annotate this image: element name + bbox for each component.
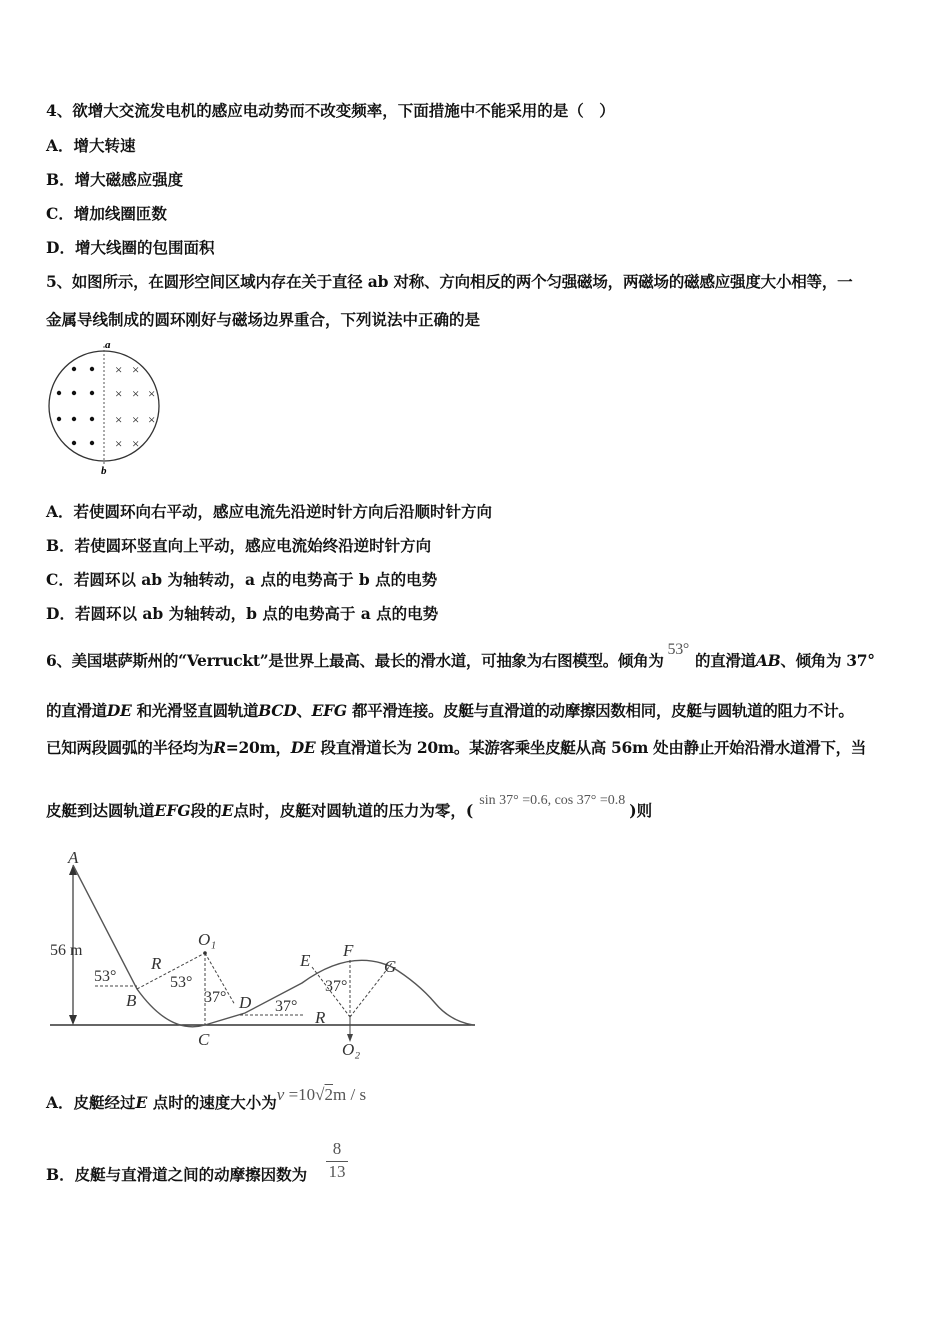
q4-option-a: A．增大转速 <box>46 136 136 155</box>
q6-option-b: B．皮艇与直滑道之间的动摩擦因数为 <box>46 1165 308 1184</box>
q6-line3: 已知两段圆弧的半径均为R=20m，DE 段直滑道长为 20m。某游客乘坐皮艇从高 56m 处由静止开始沿滑水道滑下，当 <box>46 738 866 757</box>
field-out-dots <box>57 367 94 445</box>
svg-text:×: × <box>148 386 156 401</box>
q5-option-c: C．若圆环以 ab 为轴转动，a 点的电势高于 b 点的电势 <box>46 570 438 589</box>
point-F: F <box>343 941 354 960</box>
angle-37-a: 37° <box>204 989 227 1006</box>
svg-text:×: × <box>132 386 140 401</box>
q5-option-b: B．若使圆环竖直向上平动，感应电流始终沿逆时针方向 <box>46 536 432 555</box>
point-C: C <box>198 1030 210 1049</box>
q4-option-c: C．增加线圈匝数 <box>46 204 167 223</box>
velocity-formula: v =10√2m / s <box>276 1085 367 1104</box>
q4-option-d: D．增大线圈的包围面积 <box>46 238 215 257</box>
radius-R1: R <box>151 954 162 973</box>
q6-line4: 皮艇到达圆轨道EFG段的E点时，皮艇对圆轨道的压力为零，(sin 37° =0.6, cos 37° =0.8)则 <box>46 793 653 820</box>
q4-stem: 4、欲增大交流发电机的感应电动势而不改变频率，下面措施中不能采用的是（ ） <box>46 101 615 120</box>
svg-text:×: × <box>115 412 123 427</box>
point-G: G <box>384 957 397 976</box>
svg-text:×: × <box>115 436 123 451</box>
svg-text:×: × <box>115 386 123 401</box>
point-A: A <box>68 848 79 867</box>
radius-R2: R <box>315 1008 326 1027</box>
height-label: 56 m <box>50 942 83 959</box>
svg-text:×: × <box>115 362 123 377</box>
label-b: b <box>101 465 107 477</box>
angle-37-b: 37° <box>275 998 298 1015</box>
point-D: D <box>239 993 252 1012</box>
q6-line1: 6、美国堪萨斯州的“Verruckt”是世界上最高、最长的滑水道，可抽象为右图模型。倾角为53°的直滑道AB、倾角为 37° <box>46 641 875 670</box>
svg-text:×: × <box>132 436 140 451</box>
q5-magnetic-field-figure <box>44 338 164 478</box>
angle-53-b: 53° <box>170 974 193 991</box>
q5-option-a: A．若使圆环向右平动，感应电流先沿逆时针方向后沿顺时针方向 <box>46 502 493 521</box>
q5-stem-line1: 5、如图所示，在圆形空间区域内存在关于直径 ab 对称、方向相反的两个匀强磁场，两磁场的磁感应强度大小相等，一 <box>46 272 853 291</box>
q6-waterslide-figure <box>40 845 490 1060</box>
q5-stem-line2: 金属导线制成的圆环刚好与磁场边界重合，下列说法中正确的是 <box>46 310 481 329</box>
point-O1: O₁ <box>198 930 217 949</box>
angle-53-formula: 53° <box>667 641 690 658</box>
trig-values-formula: sin 37° =0.6, cos 37° =0.8 <box>479 793 626 808</box>
svg-text:×: × <box>132 362 140 377</box>
friction-fraction: 8 13 <box>326 1139 348 1182</box>
point-B: B <box>126 991 137 1010</box>
angle-37-c: 37° <box>325 978 348 995</box>
q6-option-a: A．皮艇经过E 点时的速度大小为v =10√2m / s <box>46 1085 367 1112</box>
svg-text:×: × <box>148 412 156 427</box>
svg-text:×: × <box>132 412 140 427</box>
point-E: E <box>300 951 311 970</box>
q5-option-d: D．若圆环以 ab 为轴转动，b 点的电势高于 a 点的电势 <box>46 604 439 623</box>
angle-53-a: 53° <box>94 968 117 985</box>
label-a: a <box>105 339 111 351</box>
q6-line2: 的直滑道DE 和光滑竖直圆轨道BCD、EFG 都平滑连接。皮艇与直滑道的动摩擦因数相同，皮艇与圆轨道的阻力不计。 <box>46 701 854 720</box>
point-O2: O₂ <box>342 1040 361 1059</box>
q4-option-b: B．增大磁感应强度 <box>46 170 184 189</box>
